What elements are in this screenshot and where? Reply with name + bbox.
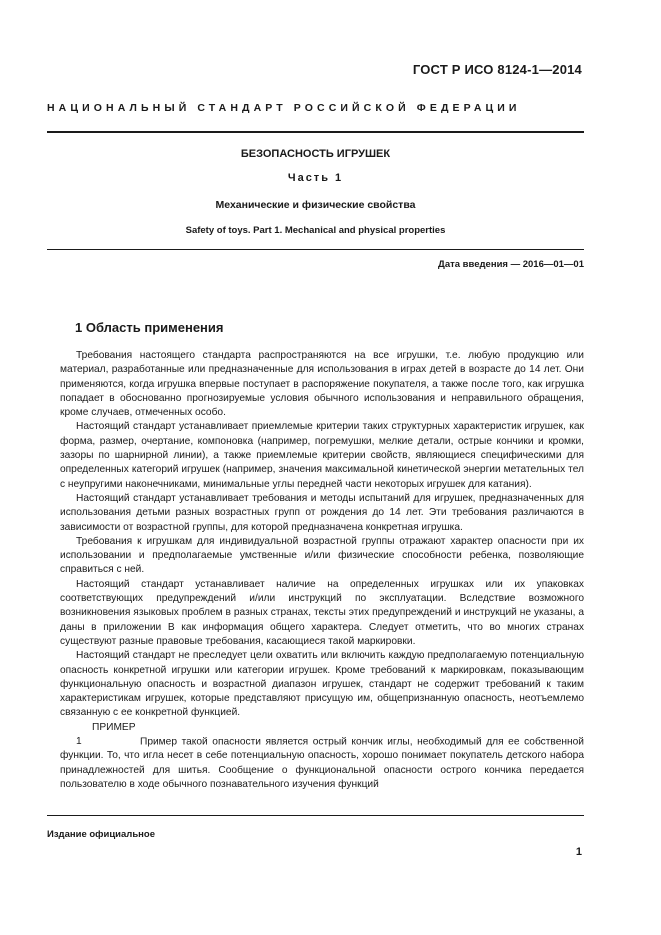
- footer-divider: [47, 815, 584, 816]
- example-text: Пример такой опасности является острый кончик иглы, необходимый для ее собственной функции. То, что игла несет в себе потенциальную опасность, хорошо понимает покупатель детского набора принадлежностей для шитья. Сообщение о функциональной опасности острого кончика передается пользователю в ходе обычного познавательного изучения функций: [60, 736, 584, 790]
- national-standard-banner: НАЦИОНАЛЬНЫЙ СТАНДАРТ РОССИЙСКОЙ ФЕДЕРАЦИИ: [47, 102, 521, 114]
- document-title: БЕЗОПАСНОСТЬ ИГРУШЕК: [240, 148, 391, 160]
- subtitle-english: Safety of toys. Part 1. Mechanical and physical properties: [185, 225, 446, 236]
- paragraph: Настоящий стандарт устанавливает приемлемые критерии таких структурных характеристик игрушек, как форма, размер, очертание, компоновка (например, погремушки, мелкие детали, острые кончики и кромки, зазоры по шарнирной линии), а также приемлемые критерии свойств, являющиеся специфическими для определенных категорий игрушек (например, значения максимальной кинетической энергии метательных тел с неупругими наконечниками, минимальные углы передней части некоторых игрушек для катания).: [60, 421, 584, 490]
- subtitle-russian: Механические и физические свойства: [215, 199, 416, 211]
- introduction-date: Дата введения — 2016—01—01: [438, 259, 584, 270]
- part-label: Часть 1: [287, 172, 344, 184]
- example-paragraph: [60, 721, 584, 792]
- paragraph: Настоящий стандарт устанавливает наличие на определенных игрушках или их упаковках соответствующих предупреждений и/или инструкций по эксплуатации. Вследствие возможного возникновения языковых проблем в разных странах, тексты этих предупреждений и инструкций не указаны, а даны в приложении В как информация общего характера. Следует отметить, что во многих странах существуют разные правовые требования, касающиеся такой маркировки.: [60, 578, 584, 647]
- header-divider: [47, 131, 584, 133]
- document-number: ГОСТ Р ИСО 8124-1—2014: [412, 62, 582, 77]
- paragraph: Требования к игрушкам для индивидуальной возрастной группы отражают характер опасности при их использовании и предполагаемые умственные и/или физические способности ребенка, позволяющие справиться с ней.: [60, 535, 584, 576]
- paragraph: Требования настоящего стандарта распространяются на все игрушки, т.е. любую продукцию или материал, разработанные или предназначенные для использования в играх детей в возрасте до 14 лет. Они применяются, когда игрушка впервые поступает в распоряжение покупателя, а также после того, как игрушка попадает в обоснованно прогнозируемые условия обычного использования и неправильного обращения, кроме случаев, отмеченных особо.: [60, 350, 584, 419]
- section-body: [60, 349, 584, 792]
- page-number: 1: [575, 846, 582, 858]
- edition-note: Издание официальное: [47, 829, 155, 840]
- paragraph: Настоящий стандарт не преследует цели охватить или включить каждую предполагаемую потенциальную опасность конкретной игрушки или категории игрушек. Кроме требований к маркировкам, показывающим функциональную опасность и возрастной диапазон игрушек, стандарт не содержит требований к таким характеристикам игрушек, которые представляют присущую им, общепризнанную опасность, неотъемлемо связанную с ее конкретной функцией.: [60, 650, 584, 719]
- section-heading: 1 Область применения: [75, 320, 224, 335]
- paragraph: Настоящий стандарт устанавливает требования и методы испытаний для игрушек, предназначенных для использования детьми разных возрастных групп от рождения до 14 лет. Эти требования различаются в зависимости от возрастной группы, для которой предназначена конкретная игрушка.: [60, 492, 584, 533]
- example-label: ПРИМЕР 1: [76, 721, 136, 748]
- title-divider: [47, 249, 584, 250]
